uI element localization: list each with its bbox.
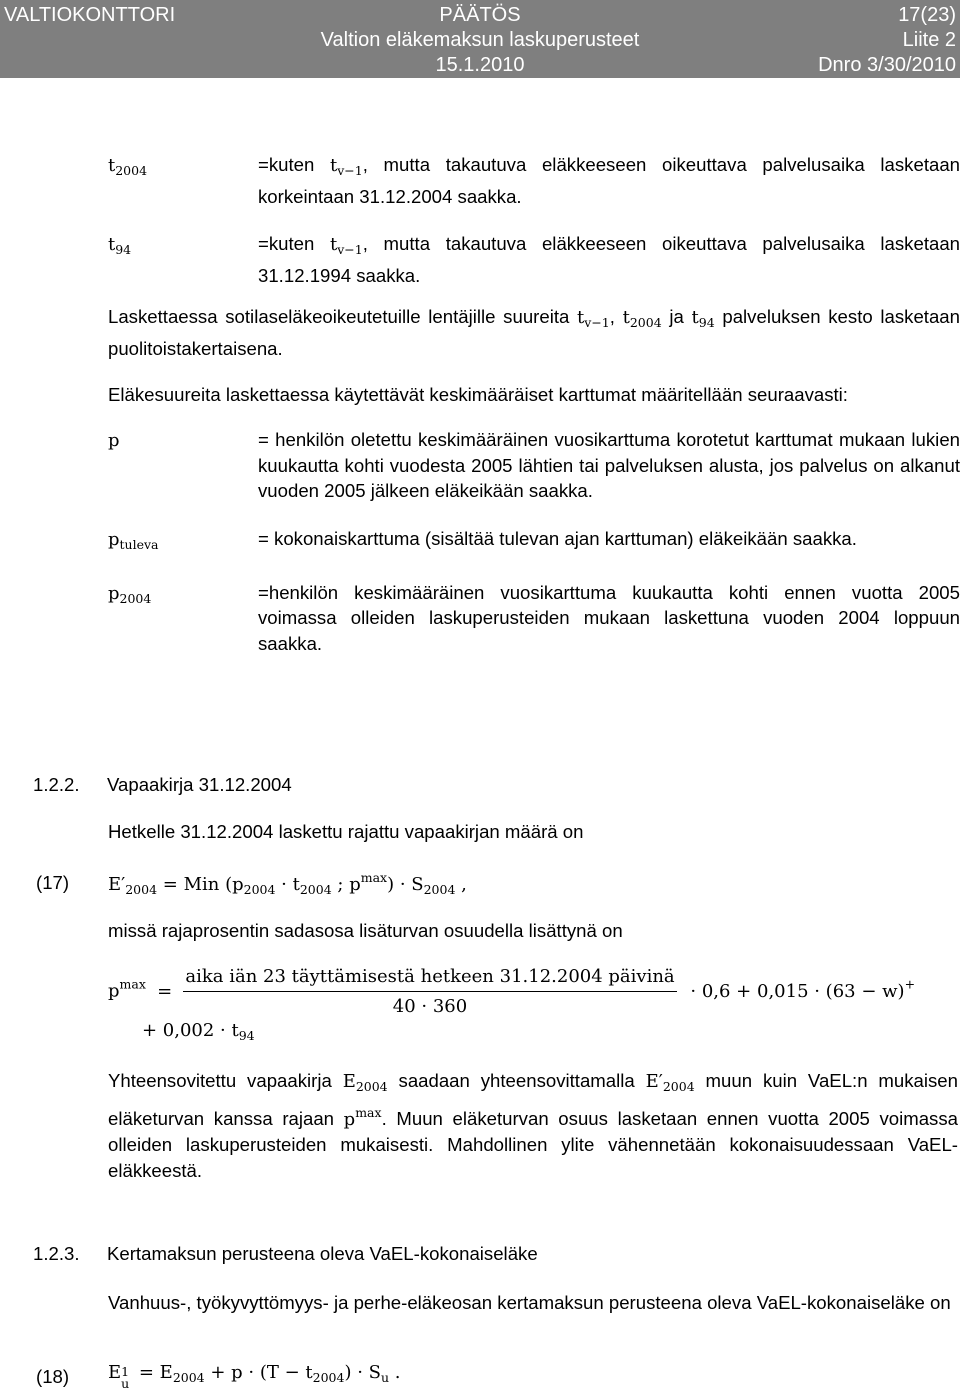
section-heading-1-2-3: 1.2.3. Kertamaksun perusteena oleva VaEL-kokonaiseläke xyxy=(33,1243,538,1264)
section-heading-1-2-2: 1.2.2. Vapaakirja 31.12.2004 xyxy=(33,774,292,795)
definitions-t xyxy=(108,152,960,288)
header-page: 17(23) xyxy=(898,4,956,26)
header-doc-type: PÄÄTÖS xyxy=(439,4,521,26)
equation-number-18: (18) xyxy=(36,1366,70,1387)
missa-text: missä rajaprosentin sadasosa lisäturvan osuudella lisättynä on xyxy=(108,920,623,941)
pmax-fraction: $\frac{\text{aika iän 23 täyttämisestä hetkeen 31.12.2004 päivinä}}{40 \cdot 360}$ xyxy=(185,966,675,1017)
equation-number-17: (17) xyxy=(36,872,70,893)
document-header xyxy=(0,0,960,78)
document-body xyxy=(108,152,960,678)
def-t94: $t_{94}$ =kuten $t_{v-1}$, mutta takautuva eläkkeeseen oikeuttava palvelusaika lasketaan 31.12.1994 saakka. xyxy=(108,233,960,286)
equation-pmax-line2: + $0,002 \cdot t_{94}$ xyxy=(142,1020,255,1043)
paragraph-intro: Eläkesuureita laskettaessa käytettävät keskimääräiset karttumat määritellään seuraavasti: xyxy=(108,383,848,405)
def-t2004: $t_{2004}$ =kuten $t_{v-1}$, mutta takautuva eläkkeeseen oikeuttava palvelusaika lasketaan korkeintaan 31.12.2004 saakka. xyxy=(108,154,960,207)
header-org: VALTIOKONTTORI xyxy=(4,4,176,26)
paragraph-pilots: Laskettaessa sotilaseläkeoikeutetuille lentäjille suureita $t_{v-1}$, $t_{2004}$ ja $t_{94}$ palveluksen kesto lasketaan puolitoistakertaisena. xyxy=(108,306,960,359)
equation-17: $E'_{2004}$ = Min ($p_{2004} \cdot t_{2004}$ ; $p^{max}) \cdot S_{2004}$ , xyxy=(108,870,467,897)
def-p-tuleva: $p_{tuleva}$ = kokonaiskarttuma (sisältää tulevan ajan karttuman) eläkeikään saakka. xyxy=(108,527,857,552)
section-1-2-3-intro: Vanhuus-, työkyvyttömyys- ja perhe-eläkeosan kertamaksun perusteena oleva VaEL-kokonaiseläke on xyxy=(108,1292,951,1313)
header-ref: Dnro 3/30/2010 xyxy=(818,54,956,76)
header-subject: Valtion eläkemaksun laskuperusteet xyxy=(320,29,640,51)
definitions-p xyxy=(108,427,960,656)
equation-18: E 1 u = $E_{2004} + p \cdot (T - t_{2004}) \cdot S_u$ . xyxy=(108,1362,401,1391)
section-1-2-2-intro: Hetkelle 31.12.2004 laskettu rajattu vapaakirjan määrä on xyxy=(108,821,584,842)
paragraph-vapaakirja: Yhteensovitettu vapaakirja $E_{2004}$ saadaan yhteensovittamalla $E'_{2004}$ muun kuin VaEL:n mukaisen eläketurvan kanssa rajaan $p^{max}$. Muun eläketurvan osuus lasketaan ennen vuotta 2005 voimassa olleiden laskuperusteiden mukaisesti. Mahdollinen ylite vähennetään kokonaisuudessaan VaEL-eläkkeestä. xyxy=(108,1070,958,1181)
header-date: 15.1.2010 xyxy=(435,54,525,76)
equation-pmax: $p^{max}$ = $\frac{\text{aika iän 23 täyttämisestä hetkeen 31.12.2004 päivinä}}{40 \cdot 360}$ · 0,6 + 0,015 · (63 − w)+ xyxy=(108,966,916,1017)
def-p: p = henkilön oletettu keskimääräinen vuosikarttuma korotetut karttumat mukaan lukien kuukautta kohti vuodesta 2005 lähtien tai palveluksen alusta, jos palvelus on alkanut vuoden 2005 jälkeen eläkeikään saakka. xyxy=(108,429,960,502)
def-p2004: $p_{2004}$ =henkilön keskimääräinen vuosikarttuma kuukautta kohti ennen vuotta 2005 voimassa olleiden laskuperusteiden mukaan laskettuna vuoden 2004 loppuun saakka. xyxy=(108,581,960,654)
header-attachment: Liite 2 xyxy=(902,29,956,51)
